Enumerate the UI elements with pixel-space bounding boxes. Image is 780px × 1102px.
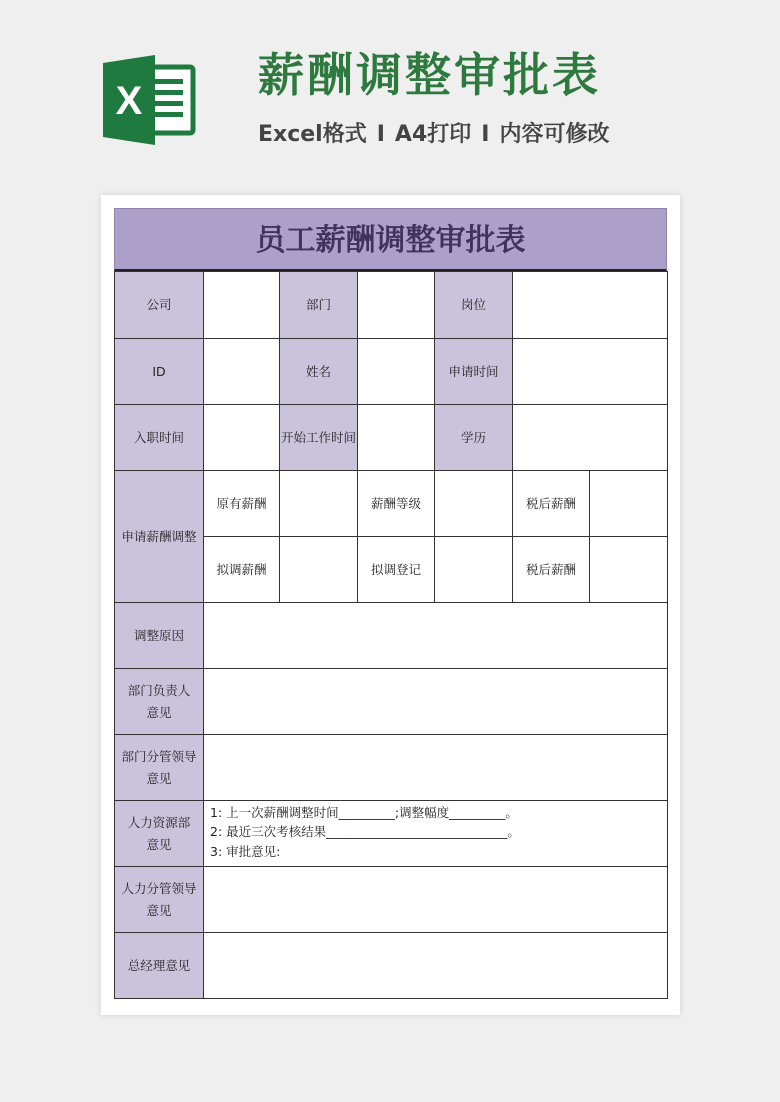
subtitle-edit: 内容可修改 [499, 122, 610, 147]
hr-line-2: 2: 最近三次考核结果_____________________________。 [210, 824, 520, 840]
position-field[interactable] [513, 272, 668, 339]
hr-line-3: 3: 审批意见: [210, 843, 281, 859]
label-work-start: 开始工作时间 [280, 405, 358, 471]
label-reason: 调整原因 [115, 603, 204, 669]
proposed-level-field[interactable] [435, 537, 513, 603]
label-line: 意见 [146, 836, 172, 852]
label-line: 部门负责人 [127, 683, 191, 699]
label-line: 人力资源部 [127, 815, 191, 831]
label-education: 学历 [435, 405, 513, 471]
label-line: 意见 [146, 704, 172, 720]
company-field[interactable] [204, 272, 280, 339]
proposed-salary-field[interactable] [280, 537, 358, 603]
table-row [115, 801, 668, 867]
label-apply-time: 申请时间 [435, 339, 513, 405]
label-hire-time: 入职时间 [115, 405, 204, 471]
label-line: 意见 [146, 770, 172, 786]
label-line: 部门分管领导 [121, 749, 197, 765]
hr-supervisor-opinion-field[interactable] [204, 867, 668, 933]
hr-opinion-field[interactable] [204, 801, 668, 867]
hire-time-field[interactable] [204, 405, 280, 471]
label-hr-dept [115, 801, 204, 867]
label-gm: 总经理意见 [115, 933, 204, 999]
approval-sheet [114, 208, 667, 999]
salary-level-field[interactable] [435, 471, 513, 537]
orig-salary-field[interactable] [280, 471, 358, 537]
sheet-title: 员工薪酬调整审批表 [114, 208, 667, 271]
table-row [115, 735, 668, 801]
banner-header [0, 0, 780, 190]
label-orig-salary: 原有薪酬 [204, 471, 280, 537]
label-line: 意见 [146, 902, 172, 918]
hr-line-1: 1: 上一次薪酬调整时间_________;调整幅度_________。 [210, 805, 518, 820]
gm-opinion-field[interactable] [204, 933, 668, 999]
approval-form-table [114, 271, 668, 999]
banner-title: 薪酬调整审批表 [258, 48, 601, 102]
label-line: 人力分管领导 [121, 881, 197, 897]
label-dept-head [115, 669, 204, 735]
label-id: ID [115, 339, 204, 405]
banner-subtitle [258, 124, 609, 146]
after-tax-proposed-field[interactable] [590, 537, 668, 603]
label-department: 部门 [280, 272, 358, 339]
subtitle-format: Excel格式 [258, 122, 367, 147]
table-row [115, 339, 668, 405]
education-field[interactable] [513, 405, 668, 471]
after-tax-field[interactable] [590, 471, 668, 537]
label-salary-level: 薪酬等级 [358, 471, 435, 537]
label-company: 公司 [115, 272, 204, 339]
subtitle-separator: I [376, 122, 385, 147]
name-field[interactable] [358, 339, 435, 405]
subtitle-paper: A4打印 [394, 122, 472, 147]
apply-time-field[interactable] [513, 339, 668, 405]
label-after-tax: 税后薪酬 [513, 471, 590, 537]
department-field[interactable] [358, 272, 435, 339]
logo-letter: X [115, 79, 143, 123]
label-name: 姓名 [280, 339, 358, 405]
reason-field[interactable] [204, 603, 668, 669]
table-row [115, 867, 668, 933]
work-start-field[interactable] [358, 405, 435, 471]
table-row [115, 471, 668, 537]
label-proposed-salary: 拟调薪酬 [204, 537, 280, 603]
dept-supervisor-opinion-field[interactable] [204, 735, 668, 801]
table-row [115, 405, 668, 471]
document-page [101, 195, 680, 1015]
label-after-tax: 税后薪酬 [513, 537, 590, 603]
label-position: 岗位 [435, 272, 513, 339]
table-row [115, 669, 668, 735]
label-dept-supervisor [115, 735, 204, 801]
table-row [115, 272, 668, 339]
id-field[interactable] [204, 339, 280, 405]
table-row [115, 603, 668, 669]
subtitle-separator: I [481, 122, 490, 147]
label-proposed-level: 拟调登记 [358, 537, 435, 603]
label-apply-adjust: 申请薪酬调整 [115, 471, 204, 603]
excel-logo-icon [103, 55, 199, 145]
label-hr-supervisor [115, 867, 204, 933]
dept-head-opinion-field[interactable] [204, 669, 668, 735]
table-row [115, 933, 668, 999]
